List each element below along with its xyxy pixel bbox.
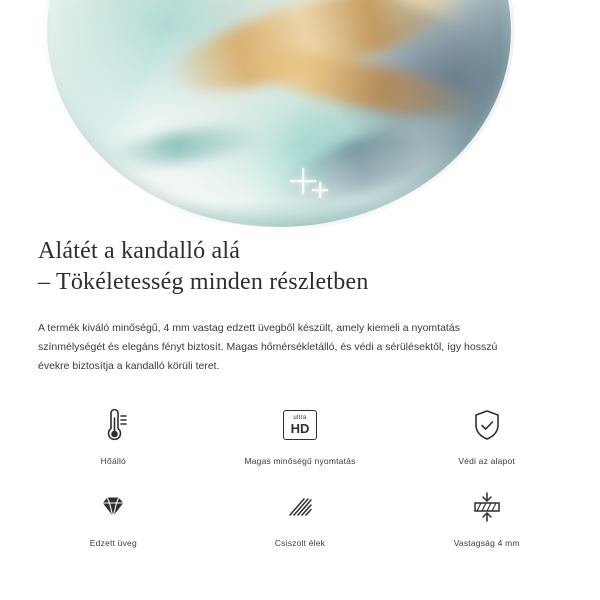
description-paragraph: A termék kiváló minőségű, 4 mm vastag edzett üvegből készült, amely kiemeli a nyomtatás színmélységét és elegáns fényt biztosít. Magas hőmérsékletálló, és védi a sérülésektől, így hosszú évekre biztosítja a kandalló körüli teret. <box>38 322 498 372</box>
feature-label: Védi az alapot <box>458 456 515 466</box>
thickness-icon <box>465 484 509 530</box>
ultra-hd-top-text: ultra <box>293 415 307 421</box>
hero-image <box>0 0 600 228</box>
feature-item-print-quality <box>207 402 394 466</box>
diamond-icon <box>93 484 133 530</box>
feature-item-heat-resistant <box>20 402 207 466</box>
polished-edges-icon <box>280 484 320 530</box>
headline-line-1: Alátét a kandalló alá <box>38 238 241 264</box>
feature-item-polished-edges <box>207 484 394 548</box>
feature-label: Vastagság 4 mm <box>453 538 520 548</box>
marble-circle-graphic <box>44 0 514 228</box>
feature-grid <box>0 402 600 548</box>
feature-item-thickness <box>393 484 580 548</box>
thermometer-icon <box>93 402 133 448</box>
feature-label: Magas minőségű nyomtatás <box>244 456 356 466</box>
headline-line-2: – Tökéletesség minden részletben <box>38 269 369 295</box>
feature-label: Edzett üveg <box>89 538 137 548</box>
page-title <box>0 236 600 298</box>
shield-check-icon <box>467 402 507 448</box>
feature-label: Hőálló <box>100 456 126 466</box>
content-section <box>0 228 600 548</box>
feature-item-protects-surface <box>393 402 580 466</box>
ultra-hd-bottom-text: HD <box>290 421 310 436</box>
ultra-hd-icon <box>283 402 317 448</box>
grey-vein <box>271 98 487 221</box>
feature-item-tempered-glass <box>20 484 207 548</box>
teal-vein <box>103 121 266 173</box>
feature-label: Csiszolt élek <box>274 538 326 548</box>
